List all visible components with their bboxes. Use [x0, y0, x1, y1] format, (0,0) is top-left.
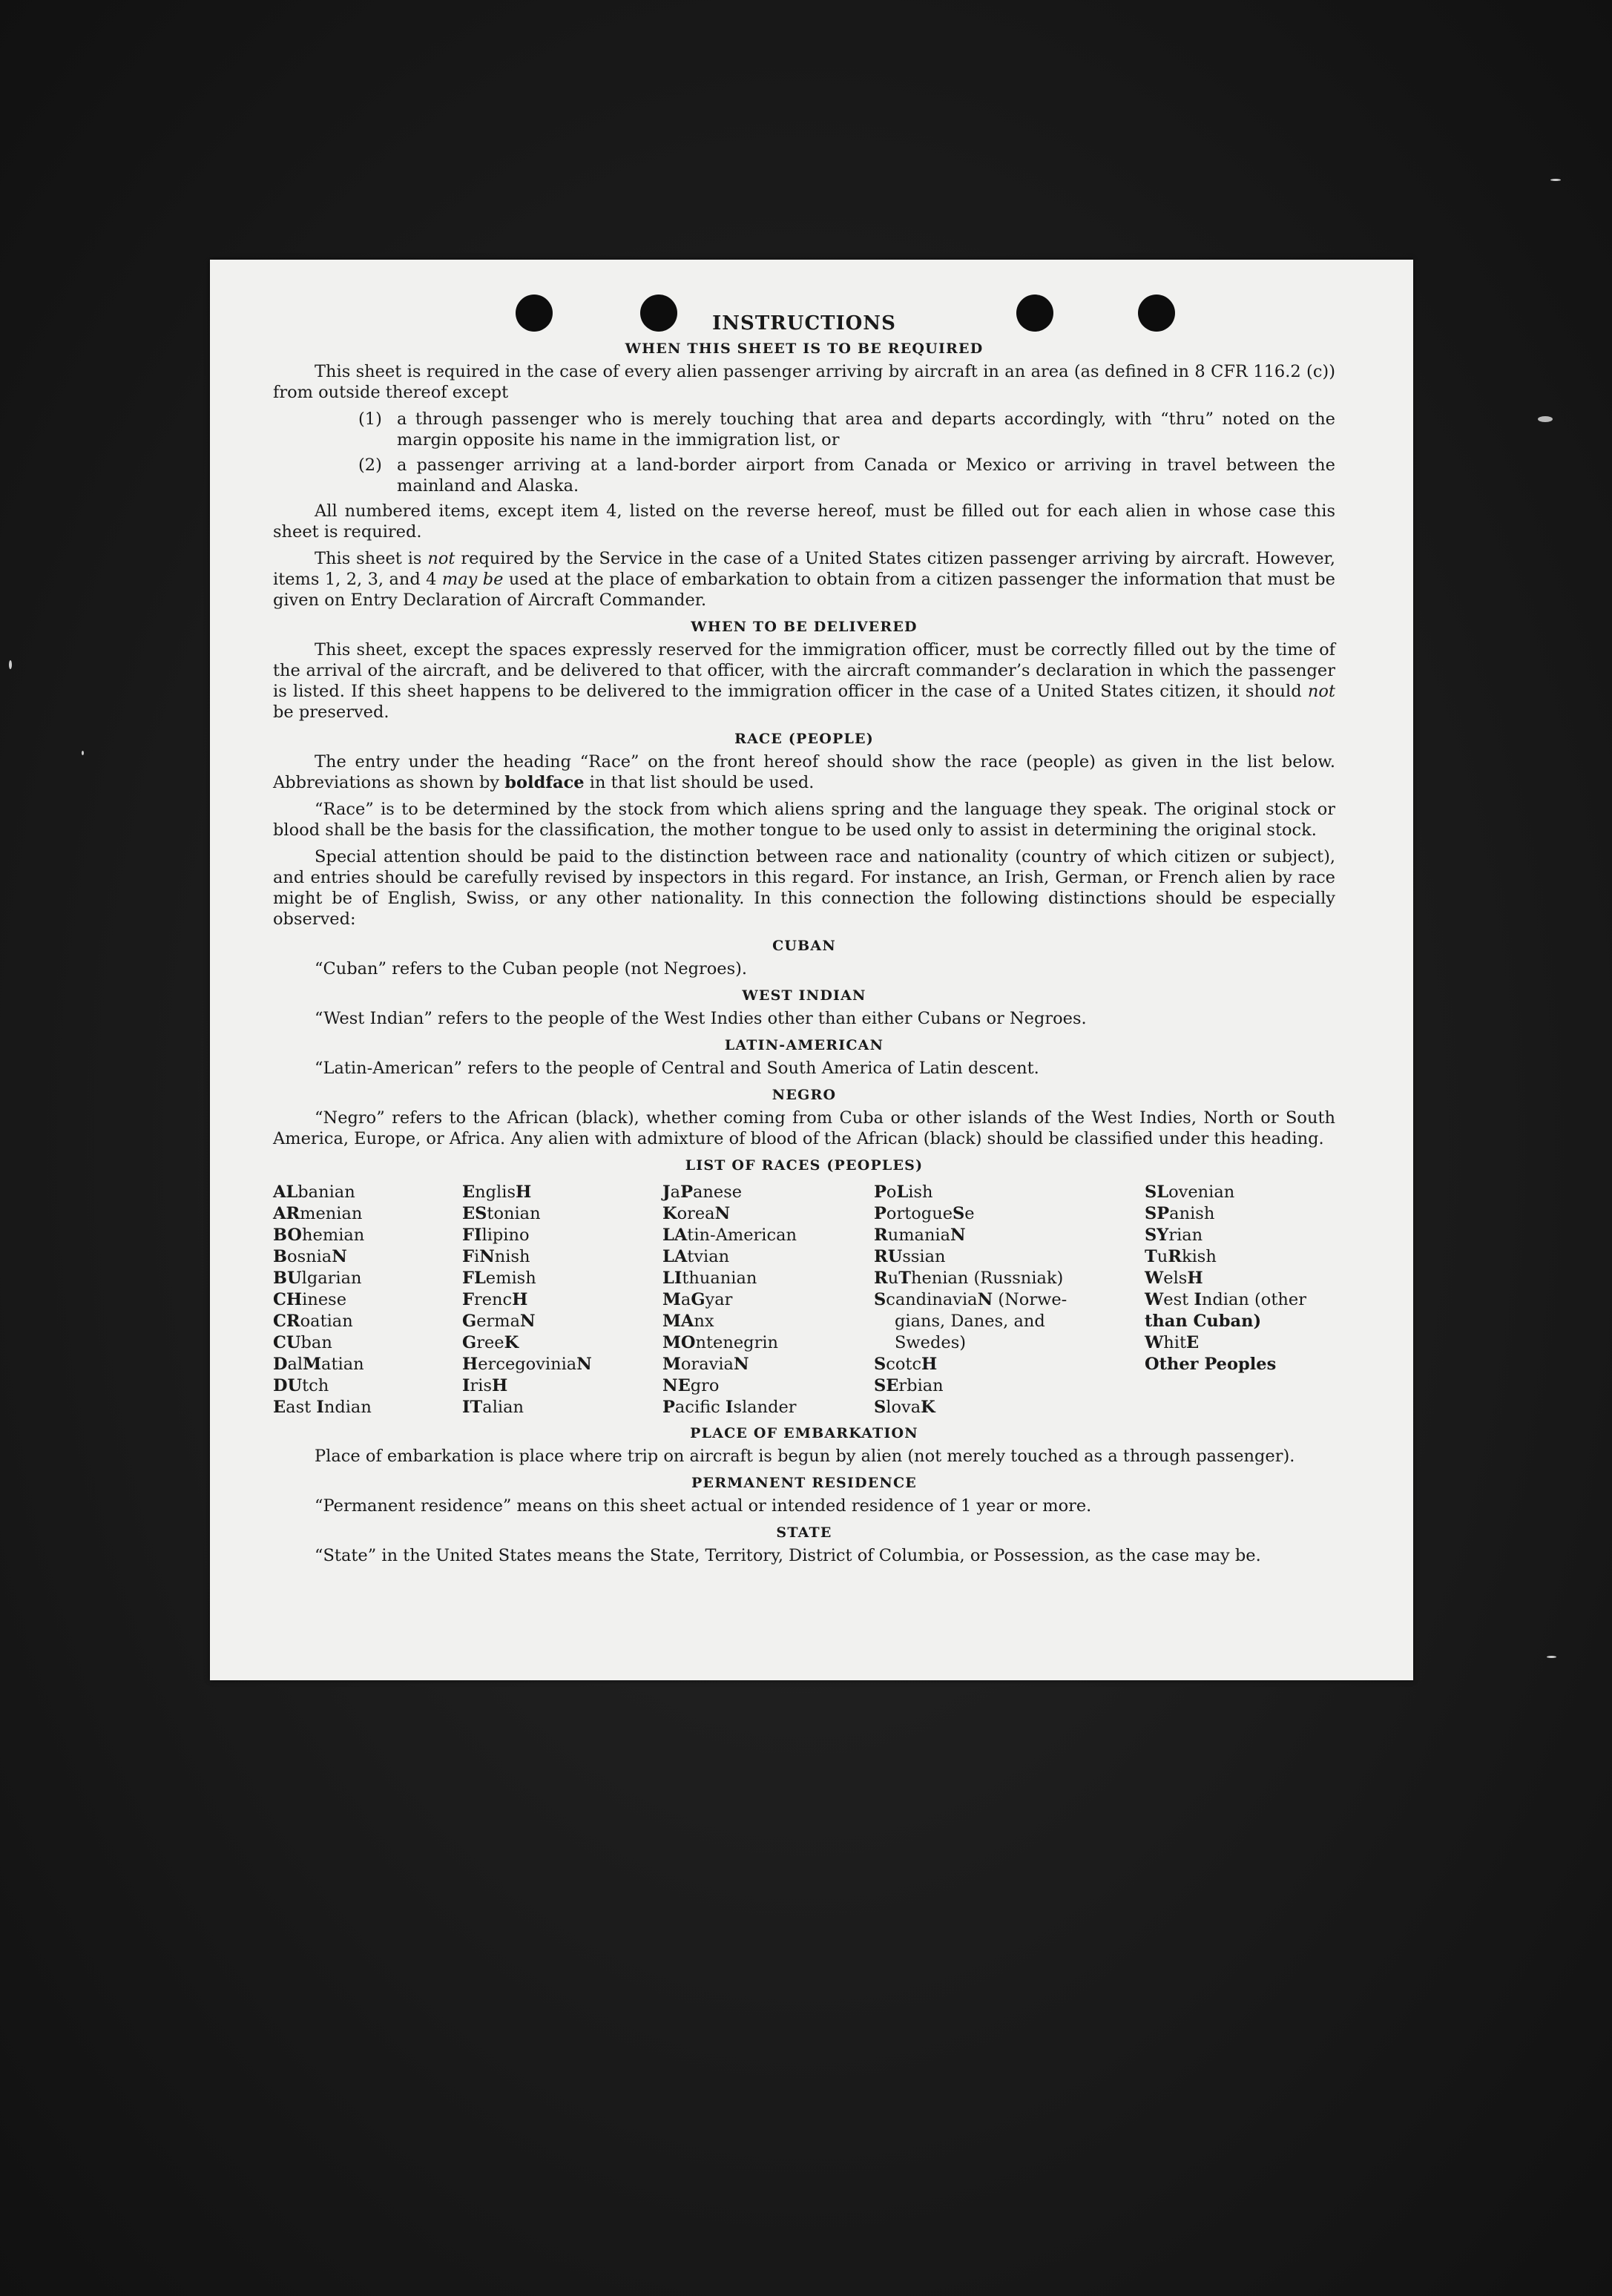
exception-item [273, 409, 1335, 450]
race-text: a [680, 1290, 691, 1309]
race-abbrev: J [662, 1182, 671, 1202]
race-entry [662, 1354, 874, 1375]
race-abbrev: N [479, 1247, 495, 1266]
race-text: ree [476, 1333, 504, 1352]
race-abbrev: LA [662, 1247, 688, 1266]
race-abbrev: D [273, 1355, 288, 1374]
race-entry [273, 1397, 462, 1418]
west-indian-text: “West Indian” refers to the people of the West Indies other than either Cubans or Negroes. [315, 1009, 1087, 1028]
race-text: nish [494, 1247, 530, 1266]
race-text: rian [1168, 1226, 1203, 1245]
race-abbrev: BO [273, 1226, 303, 1245]
race-text: banian [297, 1182, 355, 1202]
citizen-paragraph [273, 548, 1335, 611]
races-column [662, 1182, 874, 1418]
race-text: oatian [300, 1312, 353, 1331]
race-text: tin-American [687, 1226, 797, 1245]
numbered-items-paragraph: All numbered items, except item 4, listed on the reverse hereof, must be filled out for each alien in whose case this sheet is required. [273, 501, 1335, 542]
race-entry [462, 1332, 662, 1354]
race-entry [1145, 1332, 1335, 1354]
race-text: yar [705, 1290, 733, 1309]
race-abbrev: T [1145, 1247, 1157, 1266]
film-speck [82, 751, 84, 755]
race-text: ercegovinia [478, 1355, 577, 1374]
race-text: ris [470, 1376, 493, 1395]
race-text: emish [485, 1269, 536, 1288]
race-abbrev: K [921, 1398, 935, 1417]
race-abbrev: P [662, 1398, 675, 1417]
italic-run: not [1307, 682, 1335, 701]
race-abbrev: ES [462, 1204, 487, 1223]
race-abbrev: K [662, 1204, 677, 1223]
race-abbrev: LA [662, 1226, 688, 1245]
race-text: lipino [481, 1226, 530, 1245]
race-abbrev: N [332, 1247, 347, 1266]
race-text: (Norwe- [993, 1290, 1067, 1309]
race-text: ovenian [1168, 1182, 1235, 1202]
embarkation-text: Place of embarkation is place where trip on aircraft is begun by alien (not merely touched as a through passenger). [315, 1447, 1295, 1466]
race-entry [662, 1268, 874, 1289]
heading-cuban: CUBAN [772, 938, 836, 954]
race-abbrev: H [1187, 1269, 1203, 1288]
race-text: al [287, 1355, 303, 1374]
latin-american-text: “Latin-American” refers to the people of Central and South America of Latin descent. [315, 1059, 1039, 1078]
race-text: lova [886, 1398, 921, 1417]
race-abbrev: R [874, 1226, 888, 1245]
race-text: candinavia [886, 1290, 978, 1309]
race-entry [462, 1268, 662, 1289]
race-text: acific [674, 1398, 726, 1417]
heading-latin-american: LATIN-AMERICAN [724, 1037, 884, 1053]
race-text: erma [476, 1312, 521, 1331]
race-abbrev: L [896, 1182, 909, 1202]
race-abbrev: I [725, 1398, 734, 1417]
races-column [273, 1182, 462, 1418]
heading-when-required: WHEN THIS SHEET IS TO BE REQUIRED [625, 341, 984, 357]
text-run: This sheet is [315, 549, 428, 568]
exception-text: a through passenger who is merely touching that area and departs accordingly, with “thru” noted on the margin opposite his name in the immigration list, or [397, 409, 1335, 450]
text-run: required by the Service in the case of a United States citizen passenger arriving by aircraft. However, items 1, 2, 3, and 4 [273, 549, 1335, 589]
text-run: be preserved. [273, 703, 389, 722]
race-entry [1145, 1203, 1335, 1225]
race-entry [874, 1332, 1145, 1354]
text-run: The entry under the heading “Race” on the front hereof should show the race (people) as given in the list below. Abbreviations as shown by [273, 752, 1335, 792]
race-text: anish [1169, 1204, 1215, 1223]
race-abbrev: SE [874, 1376, 899, 1395]
race-abbrev: CH [273, 1290, 303, 1309]
race-abbrev: CU [273, 1333, 301, 1352]
race-abbrev: W [1145, 1333, 1164, 1352]
races-list [273, 1182, 1335, 1418]
race-entry [273, 1289, 462, 1311]
race-abbrev: H [516, 1182, 532, 1202]
race-abbrev: B [273, 1247, 288, 1266]
race-text: Swedes) [895, 1333, 967, 1352]
text-run: This sheet, except the spaces expressly reserved for the immigration officer, must be correctly filled out by the time of the arrival of the aircraft, and be delivered to that officer, with the aircraft commander’s declaration in which the passenger is listed. If this sheet happens to be delivered to the immigration officer in the case of a United States citizen, it should [273, 640, 1335, 701]
race-abbrev: F [462, 1247, 474, 1266]
race-text: nglis [475, 1182, 516, 1202]
race-text: hit [1163, 1333, 1187, 1352]
race-abbrev: DU [273, 1376, 303, 1395]
race-entry [462, 1182, 662, 1203]
race-abbrev: S [874, 1290, 886, 1309]
race-abbrev: M [303, 1355, 322, 1374]
race-entry [662, 1182, 874, 1203]
race-entry [462, 1225, 662, 1246]
race-entry [462, 1354, 662, 1375]
race-abbrev: AR [273, 1204, 300, 1223]
italic-run: not [427, 549, 455, 568]
race-abbrev: SL [1145, 1182, 1169, 1202]
negro-text: “Negro” refers to the African (black), whether coming from Cuba or other islands of the West Indies, North or South America, Europe, or Africa. Any alien with admixture of blood of the African (black) should be classified under this heading. [273, 1108, 1335, 1148]
race-text: atian [321, 1355, 364, 1374]
when-required-intro: This sheet is required in the case of every alien passenger arriving by aircraft in an area (as defined in 8 CFR 116.2 (c)) from outside thereof except [273, 362, 1335, 402]
race-abbrev: T [898, 1269, 911, 1288]
race-entry [462, 1289, 662, 1311]
race-entry [662, 1246, 874, 1268]
heading-race: RACE (PEOPLE) [734, 731, 874, 747]
race-abbrev: H [921, 1355, 938, 1374]
race-text: renc [473, 1290, 513, 1309]
race-entry [1145, 1246, 1335, 1268]
race-abbrev: S [953, 1204, 965, 1223]
bold-run: boldface [504, 773, 585, 792]
race-abbrev: K [504, 1333, 519, 1352]
race-paragraph [273, 751, 1335, 793]
race-entry [874, 1289, 1145, 1311]
race-text: tonian [487, 1204, 541, 1223]
race-text: u [887, 1269, 899, 1288]
heading-west-indian: WEST INDIAN [742, 987, 866, 1004]
race-entry [1145, 1182, 1335, 1203]
race-text: est [1163, 1290, 1194, 1309]
race-abbrev: H [492, 1376, 508, 1395]
race-text: rbian [898, 1376, 944, 1395]
race-text: alian [482, 1398, 524, 1417]
race-entry [462, 1203, 662, 1225]
race-text: cotc [886, 1355, 922, 1374]
race-entry [662, 1289, 874, 1311]
race-entry [1145, 1225, 1335, 1246]
heading-embarkation: PLACE OF EMBARKATION [690, 1425, 918, 1441]
race-text: els [1163, 1269, 1188, 1288]
race-text: kish [1181, 1247, 1217, 1266]
race-abbrev: N [714, 1204, 731, 1223]
race-abbrev: P [680, 1182, 693, 1202]
race-abbrev: CR [273, 1312, 300, 1331]
race-text: osnia [287, 1247, 332, 1266]
race-text: henian (Russniak) [910, 1269, 1064, 1288]
race-abbrev: P [874, 1204, 886, 1223]
race-entry [1145, 1289, 1335, 1311]
race-entry [874, 1203, 1145, 1225]
race-abbrev: AL [273, 1182, 298, 1202]
race-abbrev: I [1194, 1290, 1202, 1309]
race-entry [874, 1397, 1145, 1418]
heading-state: STATE [776, 1524, 832, 1541]
race-text: Other Peoples [1145, 1355, 1277, 1374]
race-entry [1145, 1311, 1335, 1332]
race-entry [874, 1182, 1145, 1203]
race-text: hemian [302, 1226, 365, 1245]
text-run: in that list should be used. [584, 773, 815, 792]
race-text: i [473, 1247, 480, 1266]
race-abbrev: M [662, 1355, 681, 1374]
race-text: ssian [902, 1247, 946, 1266]
document-sheet [210, 260, 1413, 1680]
race-abbrev: N [576, 1355, 592, 1374]
instructions-content [273, 313, 1335, 1572]
race-abbrev: N [733, 1355, 749, 1374]
race-stock-paragraph: “Race” is to be determined by the stock from which aliens spring and the language they speak. The original stock or blood shall be the basis for the classification, the mother tongue to be used only to assist in determining the original stock. [273, 800, 1335, 840]
race-abbrev: R [874, 1269, 888, 1288]
race-abbrev: W [1145, 1269, 1164, 1288]
race-abbrev: G [462, 1333, 477, 1352]
heading-negro: NEGRO [772, 1087, 837, 1103]
italic-run: may be [441, 570, 504, 589]
race-entry [462, 1397, 662, 1418]
race-entry [1145, 1354, 1335, 1375]
film-speck [1547, 1656, 1556, 1658]
residence-text: “Permanent residence” means on this sheet actual or intended residence of 1 year or more. [315, 1496, 1092, 1516]
race-abbrev: RU [874, 1247, 903, 1266]
race-text: anese [693, 1182, 743, 1202]
race-abbrev: W [1145, 1290, 1164, 1309]
race-abbrev: N [520, 1312, 536, 1331]
exception-number: (2) [358, 455, 382, 475]
race-entry [273, 1375, 462, 1397]
race-abbrev: IT [462, 1398, 483, 1417]
race-entry [874, 1354, 1145, 1375]
race-abbrev: N [950, 1226, 966, 1245]
race-text: a [670, 1182, 681, 1202]
race-entry [874, 1225, 1145, 1246]
film-speck [1538, 416, 1553, 422]
film-speck [1550, 179, 1561, 181]
race-text: gro [690, 1376, 720, 1395]
race-abbrev: S [874, 1398, 886, 1417]
race-entry [462, 1375, 662, 1397]
race-entry [662, 1397, 874, 1418]
race-text: e [964, 1204, 975, 1223]
race-text: slander [733, 1398, 797, 1417]
heading-permanent-residence: PERMANENT RESIDENCE [691, 1475, 917, 1491]
race-abbrev: I [462, 1376, 470, 1395]
race-text: ortogue [886, 1204, 953, 1223]
race-text: ndian [323, 1398, 372, 1417]
race-text: ish [908, 1182, 933, 1202]
exception-text: a passenger arriving at a land-border airport from Canada or Mexico or arriving in travel between the mainland and Alaska. [397, 455, 1335, 496]
race-text: than Cuban) [1145, 1312, 1262, 1331]
race-entry [874, 1268, 1145, 1289]
race-abbrev: FI [462, 1226, 482, 1245]
race-text: inese [302, 1290, 347, 1309]
race-entry [273, 1225, 462, 1246]
races-column [874, 1182, 1145, 1418]
race-abbrev: SY [1145, 1226, 1169, 1245]
heading-when-delivered: WHEN TO BE DELIVERED [691, 619, 918, 635]
races-column [1145, 1182, 1335, 1418]
race-abbrev: R [1168, 1247, 1182, 1266]
race-nationality-paragraph: Special attention should be paid to the distinction between race and nationality (country of which citizen or subject), and entries should be carefully revised by inspectors in this regard. For instance, an Irish, German, or French alien by race might be of English, Swiss, or any other nationality. In this connection the following distinctions should be especially observed: [273, 847, 1335, 929]
race-abbrev: S [874, 1355, 886, 1374]
cuban-text: “Cuban” refers to the Cuban people (not Negroes). [315, 959, 748, 978]
race-text: oravia [680, 1355, 734, 1374]
race-entry [273, 1354, 462, 1375]
race-abbrev: P [874, 1182, 886, 1202]
race-entry [462, 1246, 662, 1268]
race-text: ntenegrin [695, 1333, 779, 1352]
when-delivered-paragraph [273, 639, 1335, 723]
race-abbrev: E [462, 1182, 476, 1202]
race-entry [273, 1332, 462, 1354]
race-entry [662, 1311, 874, 1332]
race-text: tvian [687, 1247, 730, 1266]
race-entry [662, 1203, 874, 1225]
race-entry [662, 1375, 874, 1397]
race-abbrev: G [462, 1312, 477, 1331]
race-entry [273, 1203, 462, 1225]
race-abbrev: LI [662, 1269, 682, 1288]
race-abbrev: FL [462, 1269, 486, 1288]
race-text: u [1157, 1247, 1168, 1266]
race-entry [462, 1311, 662, 1332]
page-title: INSTRUCTIONS [712, 312, 896, 335]
race-abbrev: NE [662, 1376, 691, 1395]
race-abbrev: F [462, 1290, 474, 1309]
race-entry [662, 1332, 874, 1354]
heading-list-of-races: LIST OF RACES (PEOPLES) [685, 1157, 924, 1174]
race-text: ban [300, 1333, 332, 1352]
state-text: “State” in the United States means the State, Territory, District of Columbia, or Possession, as the case may be. [315, 1546, 1261, 1565]
race-entry [874, 1375, 1145, 1397]
race-entry [874, 1246, 1145, 1268]
race-abbrev: SP [1145, 1204, 1170, 1223]
race-text: gians, Danes, and [895, 1312, 1045, 1331]
exception-item [273, 455, 1335, 496]
exception-number: (1) [358, 409, 382, 429]
race-text: o [886, 1182, 897, 1202]
race-entry [273, 1246, 462, 1268]
race-text: tch [302, 1376, 329, 1395]
race-entry [273, 1311, 462, 1332]
race-abbrev: E [1186, 1333, 1200, 1352]
race-entry [273, 1182, 462, 1203]
races-column [462, 1182, 662, 1418]
race-abbrev: MO [662, 1333, 696, 1352]
film-speck [9, 660, 12, 669]
race-abbrev: N [977, 1290, 993, 1309]
race-entry [273, 1268, 462, 1289]
race-abbrev: M [662, 1290, 681, 1309]
race-text: orea [677, 1204, 715, 1223]
race-abbrev: H [512, 1290, 528, 1309]
race-abbrev: MA [662, 1312, 694, 1331]
race-entry [874, 1311, 1145, 1332]
race-text: ndian (other [1201, 1290, 1306, 1309]
race-abbrev: I [316, 1398, 324, 1417]
race-abbrev: G [691, 1290, 705, 1309]
race-text: umania [887, 1226, 951, 1245]
text-run: used at the place of embarkation to obtain from a citizen passenger the information that must be given on Entry Declaration of Aircraft Commander. [273, 570, 1336, 610]
race-text: thuanian [682, 1269, 757, 1288]
race-abbrev: H [462, 1355, 478, 1374]
race-abbrev: BU [273, 1269, 302, 1288]
race-text: menian [300, 1204, 363, 1223]
race-abbrev: E [273, 1398, 286, 1417]
race-text: lgarian [301, 1269, 362, 1288]
race-text: ast [286, 1398, 317, 1417]
race-text: nx [694, 1312, 714, 1331]
race-entry [662, 1225, 874, 1246]
race-entry [1145, 1268, 1335, 1289]
